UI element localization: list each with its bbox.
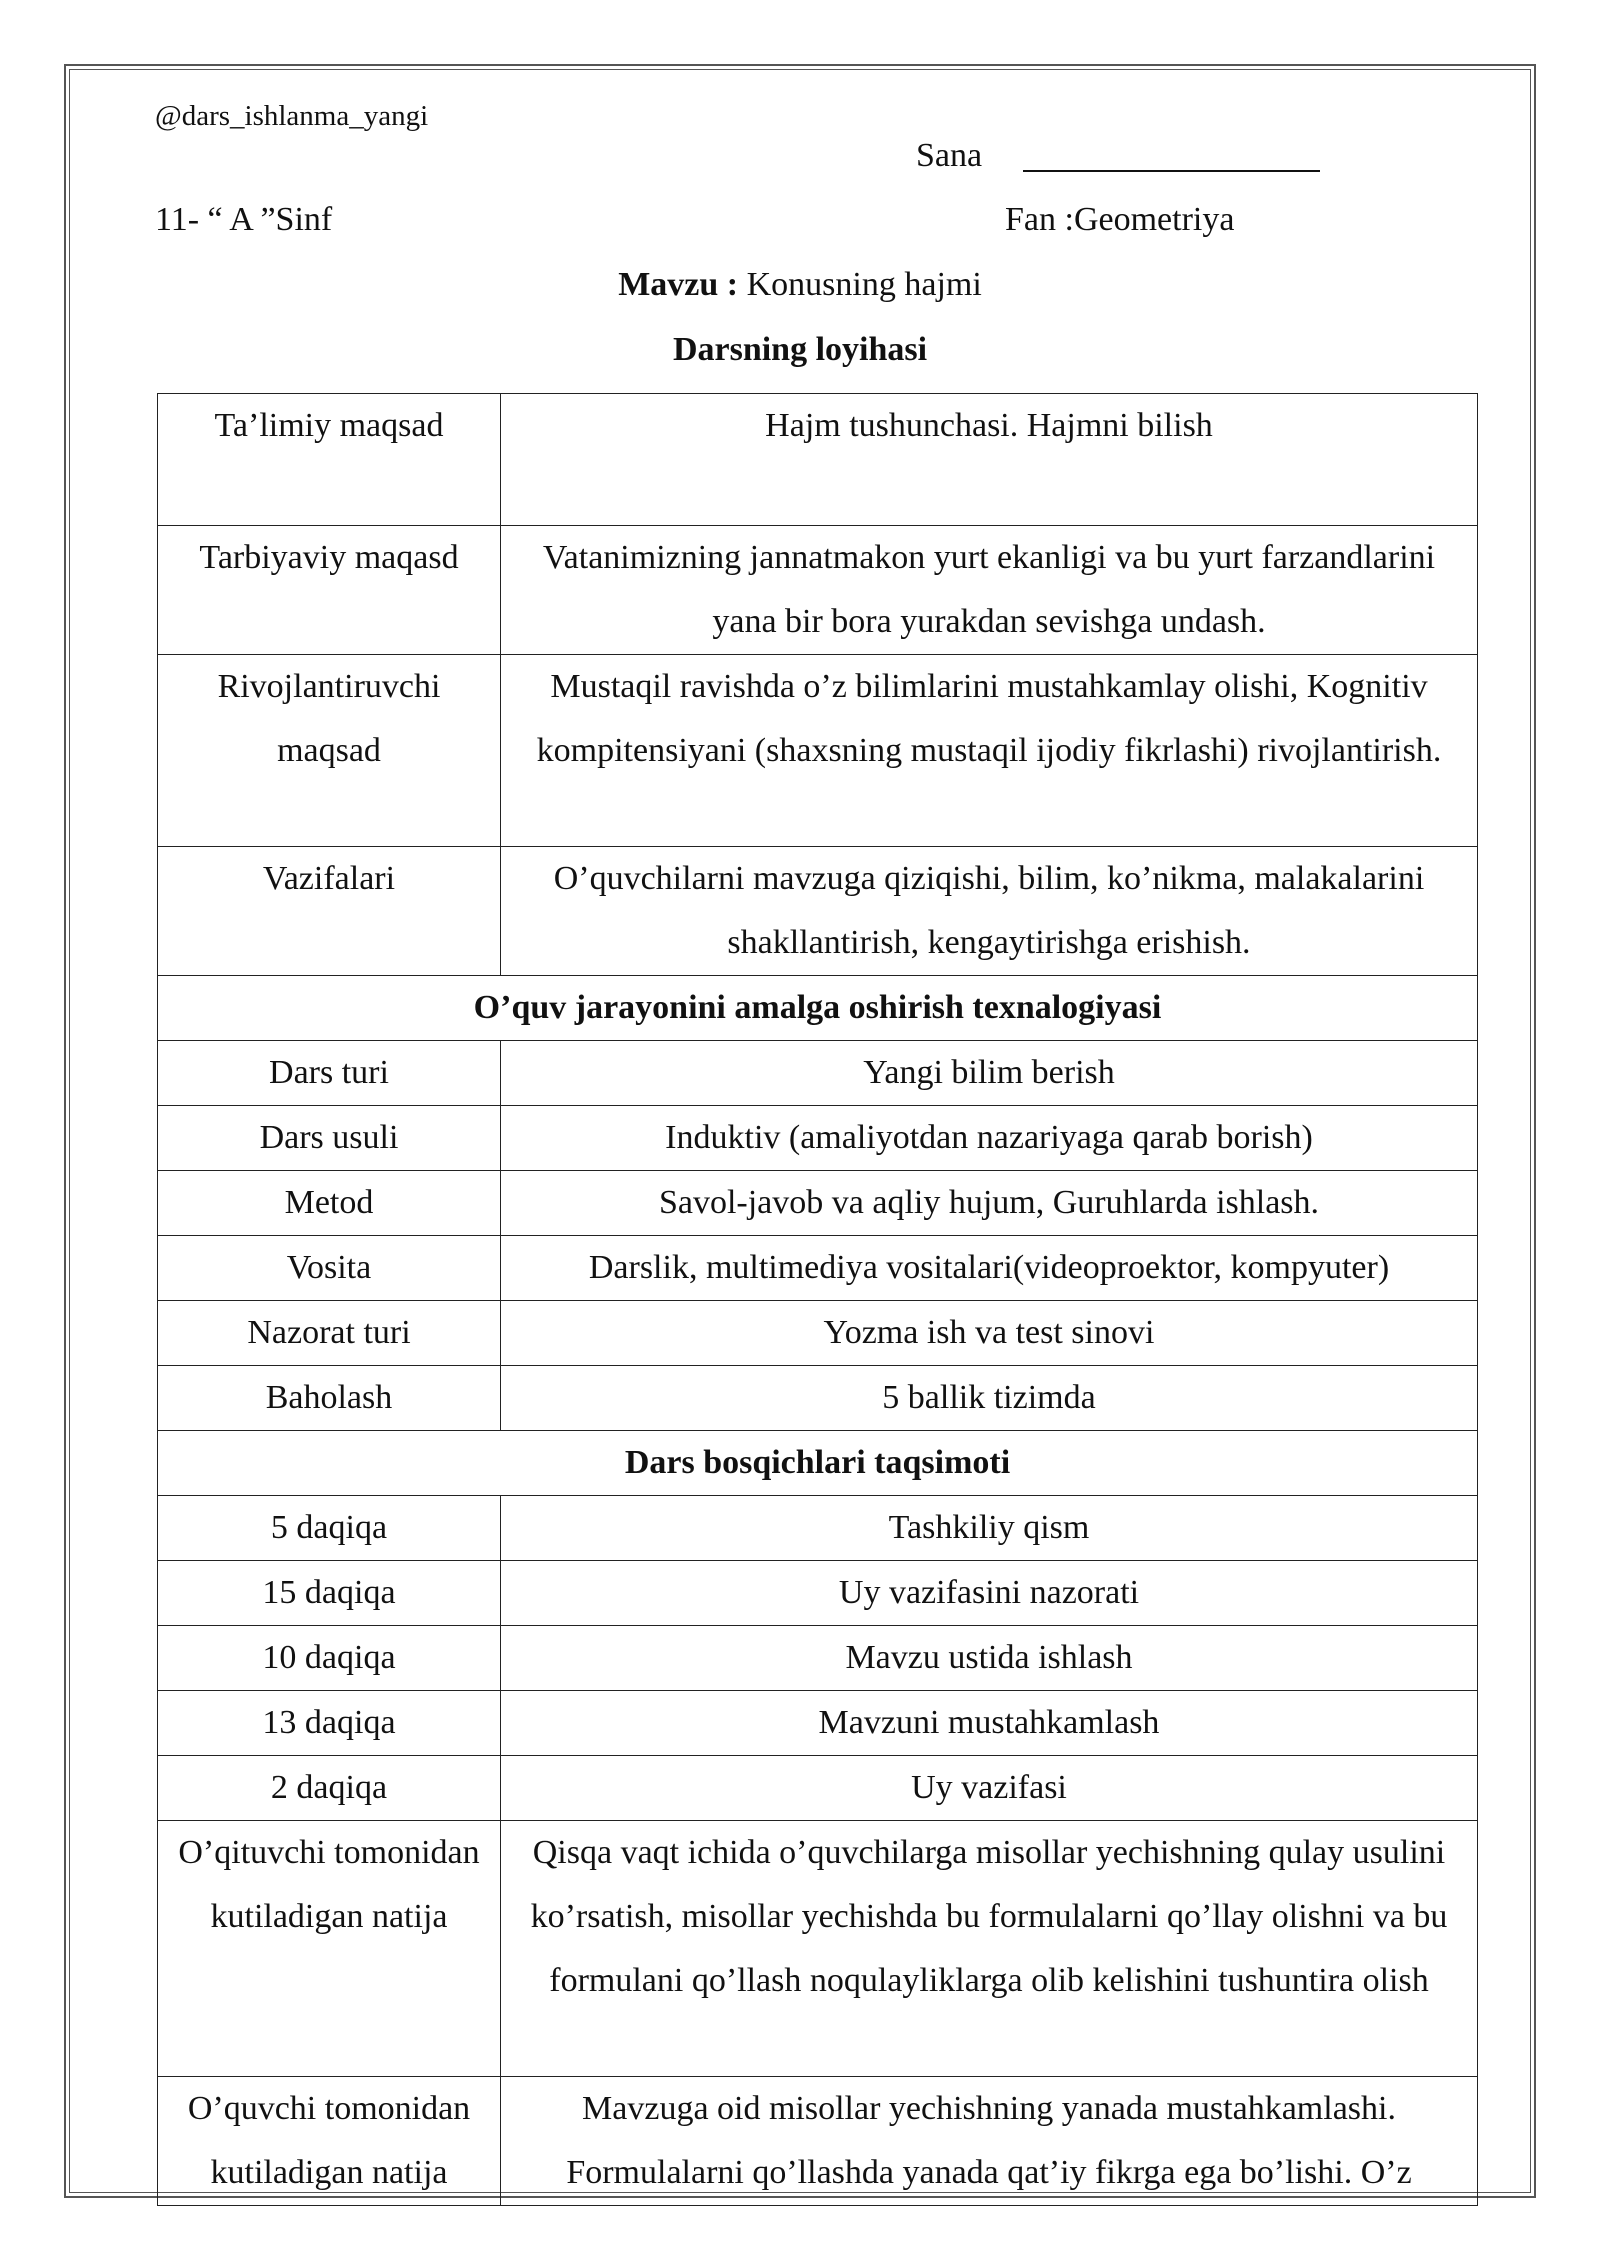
table-row (158, 1041, 1478, 1106)
plan-title: Darsning loyihasi (672, 331, 928, 368)
table-row (158, 1106, 1478, 1171)
stage-activity: Uy vazifasi (501, 1756, 1478, 1821)
table-row (158, 1821, 1478, 2077)
stage-time: 10 daqiqa (158, 1626, 501, 1691)
row-value: Darslik, multimediya vositalari(videoproektor, kompyuter) (501, 1236, 1478, 1301)
row-value: Hajm tushunchasi. Hajmni bilish (501, 394, 1478, 526)
table-row (158, 1756, 1478, 1821)
row-label: Vazifalari (158, 847, 501, 976)
section-header-row (158, 976, 1478, 1041)
table-row (158, 1236, 1478, 1301)
table-row (158, 1496, 1478, 1561)
topic-value: Konusning hajmi (746, 266, 982, 303)
row-label: Nazorat turi (158, 1301, 501, 1366)
stage-time: 5 daqiqa (158, 1496, 501, 1561)
lesson-plan-table (157, 393, 1478, 2206)
row-label: Ta’limiy maqsad (158, 394, 501, 526)
row-label: Rivojlantiruvchi maqsad (158, 655, 501, 847)
row-value: Savol-javob va aqliy hujum, Guruhlarda ishlash. (501, 1171, 1478, 1236)
subject-label: Fan :Geometriya (1005, 201, 1235, 238)
table-row (158, 1301, 1478, 1366)
row-label: Baholash (158, 1366, 501, 1431)
topic-prefix: Mavzu : (618, 266, 739, 303)
stage-time: 13 daqiqa (158, 1691, 501, 1756)
row-label: Dars turi (158, 1041, 501, 1106)
row-label: Tarbiyaviy maqasd (158, 526, 501, 655)
table-row (158, 2077, 1478, 2206)
table-row (158, 1366, 1478, 1431)
table-row (158, 655, 1478, 847)
table-row (158, 847, 1478, 976)
row-value: Mustaqil ravishda o’z bilimlarini mustahkamlay olishi, Kognitiv kompitensiyani (shaxsning mustaqil ijodiy fikrlashi) rivojlantirish. (501, 655, 1478, 847)
class-label: 11- “ A ”Sinf (155, 201, 333, 238)
stage-time: 15 daqiqa (158, 1561, 501, 1626)
stage-time: 2 daqiqa (158, 1756, 501, 1821)
row-value: Yangi bilim berish (501, 1041, 1478, 1106)
stage-activity: Tashkiliy qism (501, 1496, 1478, 1561)
row-value: Mavzuga oid misollar yechishning yanada mustahkamlashi. Formulalarni qo’llashda yanada qat’iy fikrga ega bo’lishi. O’z (501, 2077, 1478, 2206)
row-label: Metod (158, 1171, 501, 1236)
table-row (158, 526, 1478, 655)
section-header-row (158, 1431, 1478, 1496)
row-value: Vatanimizning jannatmakon yurt ekanligi va bu yurt farzandlarini yana bir bora yurakdan sevishga undash. (501, 526, 1478, 655)
row-label: Dars usuli (158, 1106, 501, 1171)
row-label: O’quvchi tomonidan kutiladigan natija (158, 2077, 501, 2206)
table-row (158, 1691, 1478, 1756)
stages-section-title: Dars bosqichlari taqsimoti (158, 1431, 1478, 1496)
table-row (158, 1561, 1478, 1626)
row-value: Induktiv (amaliyotdan nazariyaga qarab borish) (501, 1106, 1478, 1171)
row-value: 5 ballik tizimda (501, 1366, 1478, 1431)
channel-handle: @dars_ishlanma_yangi (155, 100, 429, 132)
date-blank-line (1023, 170, 1320, 172)
stage-activity: Mavzu ustida ishlash (501, 1626, 1478, 1691)
row-value: Qisqa vaqt ichida o’quvchilarga misollar yechishning qulay usulini ko’rsatish, misollar yechishda bu formulalarni qo’llay olishni va bu formulani qo’llash noqulayliklarga olib kelishini tushuntira olish (501, 1821, 1478, 2077)
table-row (158, 1626, 1478, 1691)
table-row (158, 394, 1478, 526)
date-label: Sana (916, 137, 983, 174)
stage-activity: Uy vazifasini nazorati (501, 1561, 1478, 1626)
stage-activity: Mavzuni mustahkamlash (501, 1691, 1478, 1756)
technology-section-title: O’quv jarayonini amalga oshirish texnalogiyasi (158, 976, 1478, 1041)
row-value: Yozma ish va test sinovi (501, 1301, 1478, 1366)
topic-line (0, 265, 1600, 305)
row-value: O’quvchilarni mavzuga qiziqishi, bilim, ko’nikma, malakalarini shakllantirish, kengaytirishga erishish. (501, 847, 1478, 976)
row-label: O’qituvchi tomonidan kutiladigan natija (158, 1821, 501, 2077)
row-label: Vosita (158, 1236, 501, 1301)
table-row (158, 1171, 1478, 1236)
